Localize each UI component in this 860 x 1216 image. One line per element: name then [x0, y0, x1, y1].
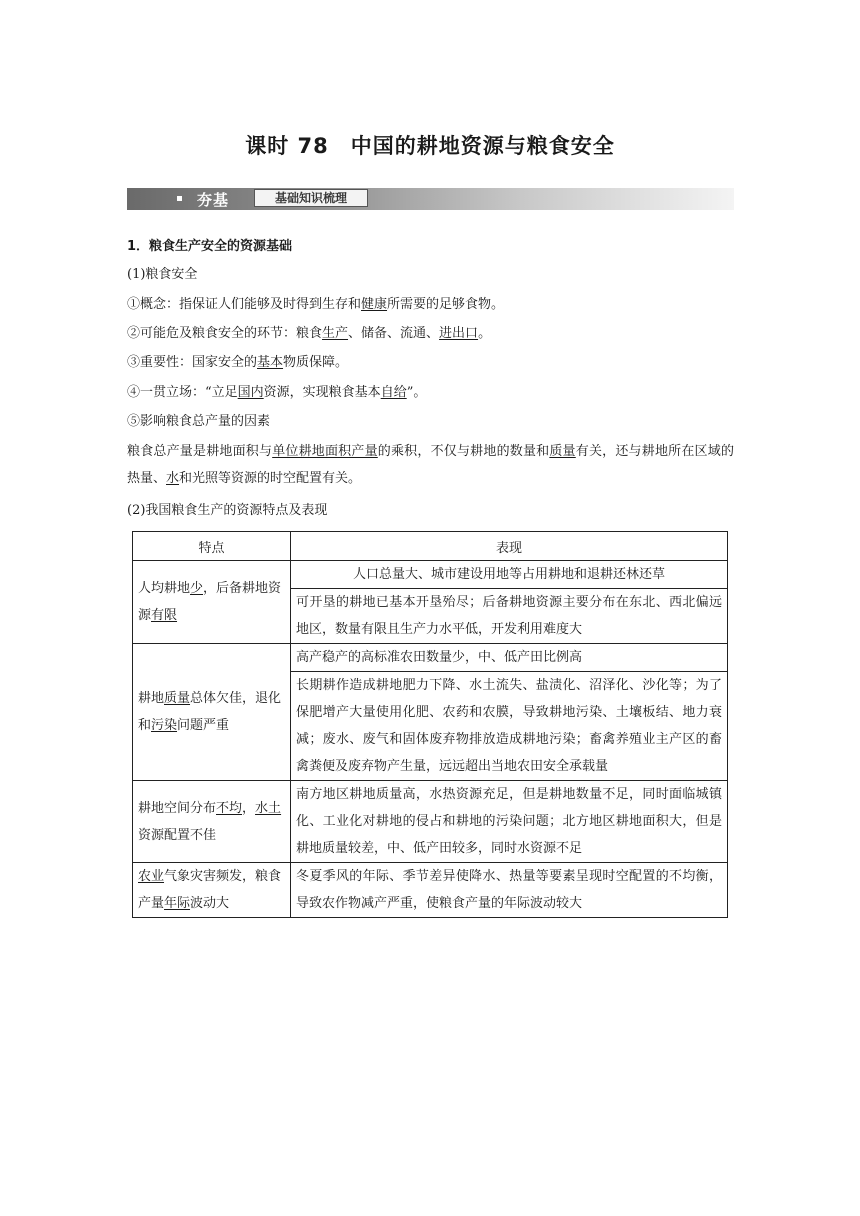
item-position — [127, 384, 426, 402]
section-heading: 1．粮食生产安全的资源基础 — [127, 239, 293, 254]
item-factors: ⑤影响粮食总产量的因素 — [127, 414, 271, 429]
text: ②可能危及粮食安全的环节：粮食 — [127, 326, 323, 341]
answer-blank: 质量 — [164, 691, 191, 706]
section-banner — [127, 188, 734, 210]
feature-cell — [133, 644, 291, 781]
manifestation-cell: 冬夏季风的年际、季节差异使降水、热量等要素呈现时空配置的不均衡，导致农作物减产严重，使粮食产量的年际波动较大 — [291, 863, 728, 918]
answer-blank: 污染 — [151, 718, 178, 733]
table-row — [133, 561, 728, 589]
banner-main-label: 夯基 — [197, 191, 230, 209]
features-table — [132, 531, 728, 918]
text: 资源，实现粮食基本 — [263, 385, 381, 400]
manifestation-cell: 高产稳产的高标准农田数量少，中、低产田比例高 — [291, 644, 728, 672]
text: ， — [242, 800, 256, 816]
answer-blank: 国内 — [237, 385, 264, 400]
item-concept — [127, 296, 504, 314]
text: 的乘积，不仅与耕地的数量和 — [377, 444, 550, 459]
text: 。 — [478, 326, 492, 341]
answer-blank: 自给 — [380, 385, 407, 400]
text: 所需要的足够食物。 — [387, 297, 505, 312]
text: 有关，还与耕地所在区域的热量、 — [127, 444, 734, 486]
answer-blank: 质量 — [549, 444, 576, 459]
text: 气象灾害频发，粮食产量 — [138, 869, 282, 911]
table-row — [133, 644, 728, 672]
item-importance — [127, 354, 348, 372]
text: 耕地空间分布 — [138, 800, 217, 816]
text: 问题严重 — [177, 718, 230, 733]
feature-cell — [133, 863, 291, 918]
text: 耕地 — [138, 691, 165, 706]
text: 和光照等资源的时空配置有关。 — [179, 471, 362, 486]
manifestation-cell: 长期耕作造成耕地肥力下降、水土流失、盐渍化、沼泽化、沙化等；为了保肥增产大量使用化肥、农药和农膜，导致耕地污染、土壤板结、地力衰减；废水、废气和固体废弃物排放造成耕地污染；畜禽养殖业主产区的畜禽粪便及废弃物产生量，远远超出当地农田安全承载量 — [291, 672, 728, 781]
text: 波动大 — [190, 896, 230, 911]
header-manifestation: 表现 — [291, 532, 728, 561]
text: ”。 — [406, 385, 427, 400]
answer-blank: 基本 — [257, 355, 284, 370]
text: 资源配置不佳 — [138, 827, 217, 843]
subheading-features: (2)我国粮食生产的资源特点及表现 — [127, 503, 328, 518]
manifestation-cell: 南方地区耕地质量高，水热资源充足，但是耕地数量不足，同时面临城镇化、工业化对耕地的侵占和耕地的污染问题；北方地区耕地面积大，但是耕地质量较差，中、低产田较多，同时水资源不足 — [291, 781, 728, 863]
subheading-food-security: (1)粮食安全 — [127, 267, 198, 282]
text: ④一贯立场：“立足 — [127, 385, 238, 400]
text: ③重要性：国家安全的 — [127, 355, 258, 370]
banner-sub-label: 基础知识梳理 — [254, 189, 368, 207]
answer-blank: 少 — [190, 581, 204, 596]
answer-blank: 进出口 — [439, 326, 479, 341]
answer-blank: 健康 — [361, 297, 388, 312]
banner-square-icon — [177, 196, 182, 201]
feature-cell — [133, 561, 291, 644]
table-row — [133, 863, 728, 918]
text: 人均耕地 — [138, 581, 191, 596]
answer-blank: 有限 — [151, 608, 178, 623]
text: 粮食总产量是耕地面积与 — [127, 444, 273, 459]
item-links — [127, 325, 491, 343]
answer-blank: 农业 — [138, 869, 165, 884]
answer-blank: 单位耕地面积产量 — [272, 444, 378, 459]
paragraph-total-output — [127, 438, 734, 492]
manifestation-cell: 人口总量大、城市建设用地等占用耕地和退耕还林还草 — [291, 561, 728, 589]
text: 物质保障。 — [283, 355, 349, 370]
answer-blank: 水 — [166, 471, 180, 486]
manifestation-cell: 可开垦的耕地已基本开垦殆尽；后备耕地资源主要分布在东北、西北偏远地区，数量有限且生产力水平低，开发利用难度大 — [291, 589, 728, 644]
answer-blank: 年际 — [164, 896, 191, 911]
answer-blank: 不均 — [216, 800, 243, 816]
header-feature: 特点 — [133, 532, 291, 561]
table-header-row — [133, 532, 728, 561]
text: 总体欠佳，退化和 — [138, 691, 282, 733]
text: ①概念：指保证人们能够及时得到生存和 — [127, 297, 362, 312]
page-title: 课时 78 中国的耕地资源与粮食安全 — [245, 134, 615, 158]
text: ，后备耕地资源 — [138, 581, 282, 623]
answer-blank: 水土 — [255, 800, 282, 816]
text: 、储备、流通、 — [348, 326, 440, 341]
answer-blank: 生产 — [322, 326, 349, 341]
table-row — [133, 781, 728, 863]
feature-cell — [133, 781, 291, 863]
